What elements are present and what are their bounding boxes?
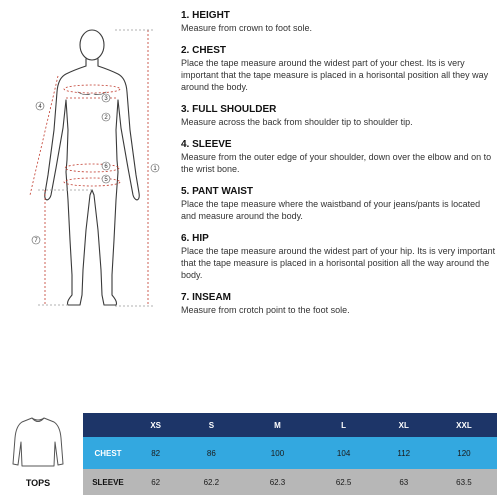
step-title: 6. HIP: [181, 233, 209, 244]
table-cell: 63: [399, 477, 409, 487]
row-label: SLEEVE: [92, 477, 124, 487]
table-cell: 62.3: [269, 477, 286, 487]
marker-2: [102, 113, 110, 121]
body-measurement-figure: [0, 0, 175, 330]
step-hip: [181, 233, 496, 281]
step-height: [181, 10, 496, 34]
marker-4: [36, 102, 44, 110]
step-inseam: [181, 292, 496, 316]
table-cell: 86: [206, 448, 216, 458]
step-description: Measure from the outer edge of your shoulder, down over the elbow and on to the wrist bone.: [181, 152, 492, 174]
svg-text:6: 6: [104, 164, 108, 170]
step-description: Measure from crotch point to the foot sole.: [181, 305, 350, 315]
table-row-sleeve: [83, 469, 497, 495]
step-title: 2. CHEST: [181, 45, 227, 56]
measurement-markers: [32, 94, 159, 244]
step-sleeve: [181, 139, 496, 175]
svg-text:5: 5: [104, 177, 108, 183]
size-xs: XS: [150, 420, 161, 430]
marker-1: [151, 164, 159, 172]
marker-3: [102, 94, 110, 102]
step-title: 4. SLEEVE: [181, 139, 232, 150]
tops-label: TOPS: [25, 478, 51, 488]
step-description: Place the tape measure where the waistband of your jeans/pants is located and measure around the body.: [181, 199, 481, 221]
step-description: Place the tape measure around the widest part of your chest. Its is very important that the tape measure is placed in a horisontal position all they way around the body.: [181, 58, 489, 92]
size-m: M: [274, 420, 281, 430]
header-empty-cell: [83, 413, 133, 437]
marker-5: [102, 175, 110, 183]
table-cell: 112: [397, 448, 411, 458]
step-title: 7. INSEAM: [181, 292, 232, 303]
table-cell: 62: [151, 477, 161, 487]
table-cell: 120: [457, 448, 471, 458]
size-s: S: [208, 420, 215, 430]
marker-7: [32, 236, 40, 244]
size-chart-table: [83, 413, 497, 495]
step-chest: [181, 45, 496, 93]
step-description: Measure across the back from shoulder tip to shoulder tip.: [181, 117, 413, 127]
step-pant-waist: [181, 186, 496, 222]
body-outline: [45, 30, 140, 305]
size-l: L: [341, 420, 347, 430]
table-row-chest: [83, 437, 497, 469]
svg-text:7: 7: [34, 238, 38, 244]
size-xl: XL: [398, 420, 409, 430]
row-label: CHEST: [94, 448, 122, 458]
svg-text:4: 4: [38, 104, 42, 110]
svg-text:2: 2: [104, 115, 108, 121]
step-title: 1. HEIGHT: [181, 10, 230, 21]
table-cell: 62.2: [203, 477, 220, 487]
table-cell: 82: [151, 448, 161, 458]
tops-category: [8, 408, 68, 496]
size-xxl: XXL: [456, 420, 472, 430]
step-title: 3. FULL SHOULDER: [181, 104, 277, 115]
marker-6: [102, 162, 110, 170]
step-title: 5. PANT WAIST: [181, 186, 254, 197]
measurement-instructions: [181, 10, 496, 327]
table-cell: 104: [336, 448, 351, 458]
svg-text:3: 3: [104, 96, 108, 102]
table-cell: 100: [270, 448, 285, 458]
sweater-icon: [8, 408, 68, 474]
step-full-shoulder: [181, 104, 496, 128]
table-cell: 62.5: [335, 477, 352, 487]
svg-text:1: 1: [153, 166, 157, 172]
step-description: Measure from crown to foot sole.: [181, 23, 313, 33]
size-header-row: [83, 413, 497, 437]
table-cell: 63.5: [456, 477, 472, 487]
step-description: Place the tape measure around the widest part of your hip. Its is very important that the tape measure is placed in a horisontal position all the way around the body.: [181, 246, 496, 280]
